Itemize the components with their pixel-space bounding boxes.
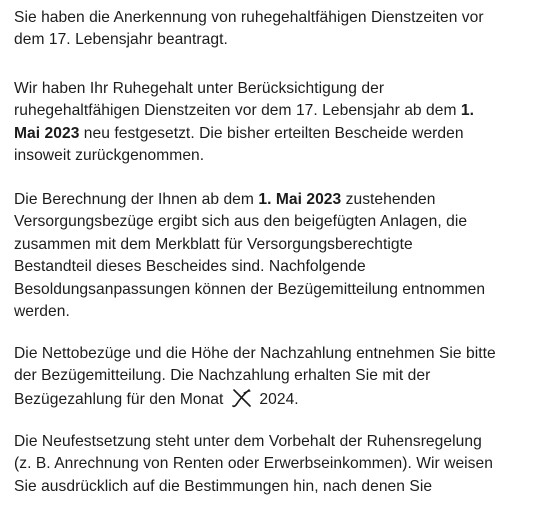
paragraph-calculation: [14, 189, 546, 323]
text-segment: 2024.: [259, 390, 299, 408]
text-line: Besoldungsanpassungen können der Bezügemitteilung entnommen: [14, 280, 486, 298]
text-line: Wir haben Ihr Ruhegehalt unter Berücksichtigung der: [14, 80, 385, 97]
text-segment: ruhegehaltfähigen Dienstzeiten vor dem 17. Lebensjahr ab dem: [14, 102, 461, 120]
text-line: [14, 100, 546, 122]
paragraph-back-payment: [14, 343, 546, 411]
text-segment: neu festgesetzt. Die bisher erteilten Bescheide werden: [79, 124, 464, 142]
text-line: insoweit zurückgenommen.: [14, 147, 205, 165]
bold-date: 1. Mai 2023: [258, 191, 342, 208]
text-line: Die Neufestsetzung steht unter dem Vorbehalt der Ruhensregelung: [14, 433, 482, 450]
text-line: werden.: [14, 303, 70, 321]
bold-date-part: 1.: [460, 102, 475, 120]
text-segment: zustehenden: [341, 191, 436, 208]
text-line: [14, 189, 546, 211]
text-line: der Bezügemitteilung. Die Nachzahlung erhalten Sie mit der: [14, 367, 431, 385]
handwritten-month-mark: [231, 388, 253, 408]
text-line: Bestandteil dieses Bescheides sind. Nachfolgende: [14, 258, 366, 276]
text-segment: Die Berechnung der Ihnen ab dem: [14, 191, 259, 208]
text-segment: Bezügezahlung für den Monat: [14, 390, 224, 408]
text-line: [14, 388, 546, 411]
paragraph-application: [14, 7, 546, 52]
text-line: Sie haben die Anerkennung von ruhegehaltfähigen Dienstzeiten vor: [14, 9, 484, 26]
text-line: zusammen mit dem Merkblatt für Versorgungsberechtigte: [14, 235, 413, 253]
text-line: [14, 123, 546, 145]
text-line: Versorgungsbezüge ergibt sich aus den beigefügten Anlagen, die: [14, 213, 468, 231]
text-line: Die Nettobezüge und die Höhe der Nachzahlung entnehmen Sie bitte: [14, 345, 496, 362]
text-line: Sie ausdrücklich auf die Bestimmungen hin, nach denen Sie: [14, 477, 433, 495]
paragraph-pension-reassessment: [14, 78, 546, 168]
bold-date-part: Mai 2023: [14, 124, 80, 142]
paragraph-suspension-rule: [14, 431, 546, 498]
text-line: (z. B. Anrechnung von Renten oder Erwerbseinkommen). Wir weisen: [14, 455, 493, 473]
text-line: dem 17. Lebensjahr beantragt.: [14, 31, 228, 49]
